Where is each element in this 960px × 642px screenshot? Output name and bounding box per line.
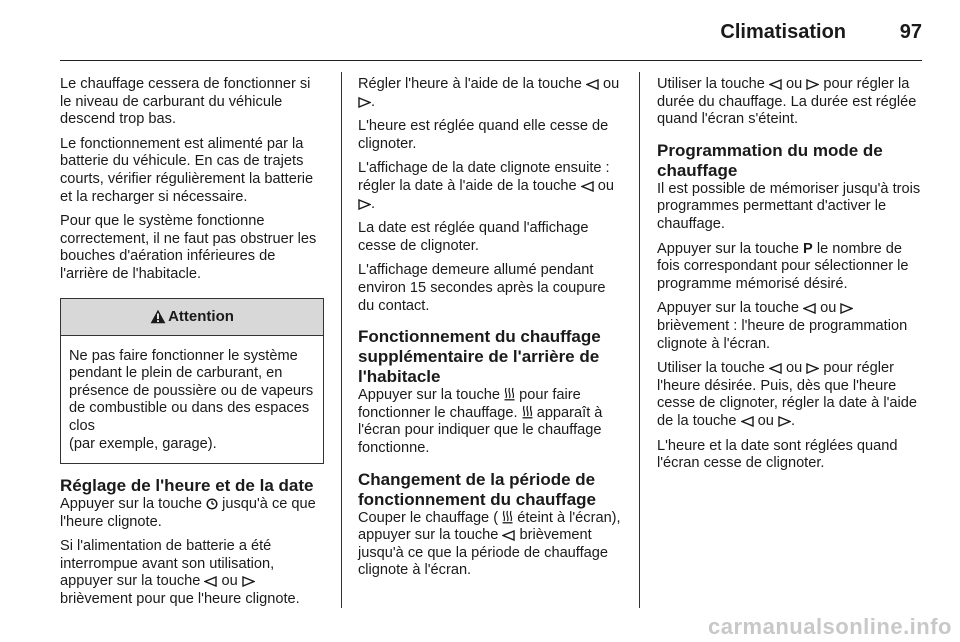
- paragraph: Couper le chauffage ( éteint à l'écran), appuyer sur la touche brièvement jusqu'à ce que la période de chauffage clignote à l'écran.: [358, 509, 621, 579]
- paragraph: L'heure et la date sont réglées quand l'écran cesse de clignoter.: [657, 437, 898, 472]
- paragraph: Il est possible de mémoriser jusqu'à trois programmes permettant d'activer le chauffage.: [657, 180, 921, 232]
- triangle-right-icon: [778, 416, 791, 427]
- paragraph: Appuyer sur la touche pour faire fonctionner le chauffage. apparaît à l'écran pour indiquer que le chauffage fonctionne.: [358, 387, 603, 456]
- clock-icon: [206, 498, 218, 510]
- paragraph: L'affichage demeure allumé pendant environ 15 secondes après la coupure du contact.: [358, 262, 606, 314]
- watermark: carmanualsonline.info: [708, 614, 952, 639]
- page-number: 97: [899, 21, 922, 43]
- paragraph: Régler l'heure à l'aide de la touche ou .: [358, 76, 620, 110]
- paragraph: Utiliser la touche ou pour régler la durée du chauffage. La durée est réglée quand l'écran s'éteint.: [657, 76, 917, 128]
- warning-body: [61, 336, 323, 464]
- triangle-left-icon: [586, 79, 599, 90]
- warning-header: [61, 299, 323, 336]
- triangle-left-icon: [581, 181, 594, 192]
- warning-icon: [150, 309, 166, 324]
- warning-text: (par exemple, garage).: [69, 435, 217, 452]
- page-header: [60, 20, 922, 61]
- triangle-right-icon: [806, 363, 819, 374]
- warning-box: [60, 298, 324, 465]
- paragraph: Le chauffage cessera de fonctionner si le niveau de carburant du véhicule descend trop bas.: [60, 76, 311, 128]
- column-3: [657, 76, 922, 480]
- triangle-left-icon: [741, 416, 754, 427]
- column-divider: [639, 72, 640, 608]
- section-heading: Programmation du mode de chauffage: [657, 140, 883, 180]
- paragraph: Appuyer sur la touche ou brièvement : l'heure de programmation clignote à l'écran.: [657, 300, 908, 352]
- paragraph: Le fonctionnement est alimenté par la batterie du véhicule. En cas de trajets courts, vérifier régulièrement la batterie et la recharger si nécessaire.: [60, 135, 314, 205]
- column-divider: [341, 72, 342, 608]
- triangle-right-icon: [242, 576, 255, 587]
- heater-icon: [502, 510, 513, 524]
- paragraph: Appuyer sur la touche jusqu'à ce que l'heure clignote.: [60, 496, 316, 530]
- heater-icon: [522, 405, 533, 419]
- page-title: Climatisation: [720, 21, 846, 43]
- key-p: P: [803, 240, 813, 257]
- paragraph: L'affichage de la date clignote ensuite : régler la date à l'aide de la touche ou .: [358, 160, 614, 212]
- warning-text: Ne pas faire fonctionner le système pendant le plein de carburant, en présence de poussière ou de vapeurs de combustible ou dans des espaces clos: [69, 347, 314, 434]
- triangle-left-icon: [803, 303, 816, 314]
- section-heading: Fonctionnement du chauffage supplémentaire de l'arrière de l'habitacle: [358, 327, 601, 387]
- column-2: [358, 76, 624, 587]
- paragraph: Pour que le système fonctionne correctement, il ne faut pas obstruer les bouches d'aération inférieures de l'arrière de l'habitacle.: [60, 213, 317, 282]
- triangle-left-icon: [502, 530, 515, 541]
- triangle-right-icon: [358, 199, 371, 210]
- paragraph: Si l'alimentation de batterie a été interrompue avant son utilisation, appuyer sur la touche ou brièvement pour que l'heure clignote.: [60, 538, 300, 608]
- triangle-right-icon: [806, 79, 819, 90]
- triangle-left-icon: [204, 576, 217, 587]
- column-1: [60, 76, 324, 616]
- paragraph: Appuyer sur la touche P le nombre de fois correspondant pour sélectionner le programme mémorisé désiré.: [657, 240, 909, 292]
- triangle-right-icon: [358, 97, 371, 108]
- triangle-right-icon: [840, 303, 853, 314]
- triangle-left-icon: [769, 363, 782, 374]
- paragraph: Utiliser la touche ou pour régler l'heure désirée. Puis, dès que l'heure cesse de clignoter, régler la date à l'aide de la touche ou .: [657, 360, 917, 429]
- paragraph: La date est réglée quand l'affichage cesse de clignoter.: [358, 220, 589, 254]
- heater-icon: [504, 387, 515, 401]
- warning-title: Attention: [168, 307, 234, 325]
- paragraph: L'heure est réglée quand elle cesse de clignoter.: [358, 118, 609, 152]
- triangle-left-icon: [769, 79, 782, 90]
- section-heading: Changement de la période de fonctionnement du chauffage: [358, 469, 596, 509]
- section-heading: Réglage de l'heure et de la date: [60, 476, 314, 496]
